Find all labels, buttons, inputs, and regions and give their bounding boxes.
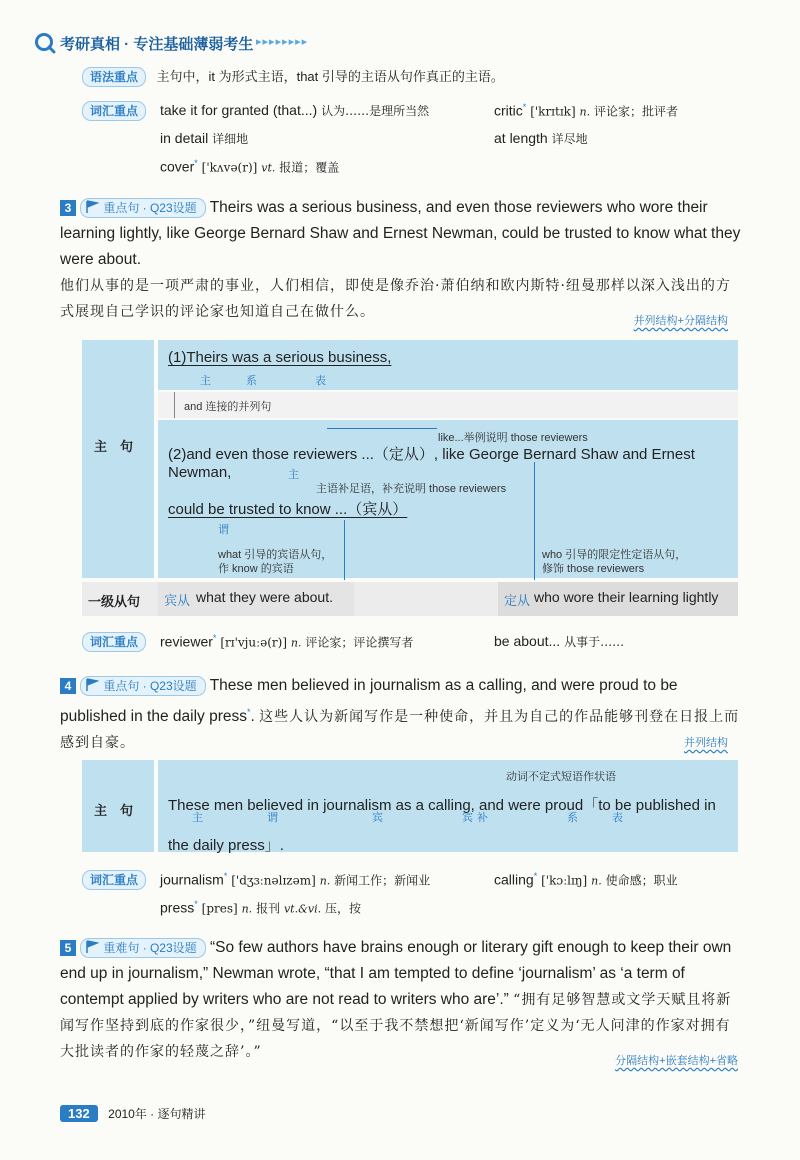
sentence-number: 5 xyxy=(60,940,76,956)
subclause-1-text: what they were about. xyxy=(196,589,333,605)
vocab-item xyxy=(494,871,678,889)
header-brand: 考研真相 · 专注基础薄弱考生 xyxy=(60,36,254,53)
star-icon: * xyxy=(223,871,228,881)
vocab-en: at length xyxy=(494,130,548,146)
sentence-en: “So few authors have brains enough or literary gift enough to keep their own end up in journalism,” Newman wrote, “that I am tempted to define ‘journalism’ as ‘a term of contempt applied by writers who are not read to writers who are’.” xyxy=(60,939,732,1008)
vocab-en: reviewer xyxy=(160,633,213,650)
subclause-2-text: who wore their learning lightly xyxy=(534,589,719,605)
sentence-en: Theirs was a serious business, and even those reviewers who wore their learning lightly, like George Bernard Shaw and Ernest Newman, could be trusted to know what they were about. xyxy=(60,199,741,268)
star-icon: * xyxy=(194,899,198,909)
star-icon: * xyxy=(533,871,538,881)
footer xyxy=(60,1105,206,1127)
pattern-label: 分隔结构+嵌套结构+省略 xyxy=(615,1055,738,1067)
vocab-pos: n. xyxy=(579,105,591,119)
vocab-en: be about... xyxy=(494,633,561,649)
vocab-pos: n. xyxy=(290,636,302,650)
pattern-label: 并列结构 xyxy=(684,737,728,749)
vocab-item xyxy=(494,102,678,120)
clause-2b: could be trusted to know ...（宾从） xyxy=(168,501,408,518)
vocab-cn: 评论家；评论撰写者 xyxy=(305,635,414,650)
analysis-diagram-3 xyxy=(82,340,738,620)
vocab-phonetic: ['kʌvə(r)] xyxy=(201,160,258,175)
vocab-phonetic: ['dʒɜːnəlɪzəm] xyxy=(231,873,316,888)
vocab-item xyxy=(494,633,624,650)
note-like: like...举例说明 those reviewers xyxy=(438,432,588,444)
vocab-cn: 报刊 xyxy=(256,901,281,916)
vocab-cn: 详尽地 xyxy=(551,132,588,146)
subclause-1 xyxy=(158,582,354,616)
vocab-cn: 从事于…… xyxy=(564,635,625,649)
vocab-item xyxy=(160,102,429,119)
grammar-text: 主句中，it 为形式主语，that 引导的主语从句作真正的主语。 xyxy=(156,69,504,84)
like-bracket xyxy=(327,428,437,429)
vocab-cn: 评论家；批评者 xyxy=(594,104,679,119)
connector-line xyxy=(174,392,175,418)
connector-note: and 连接的并列句 xyxy=(184,401,272,413)
vocab-item xyxy=(160,130,248,147)
search-logo-icon xyxy=(34,32,56,54)
clause-2a: (2)and even those reviewers ...（定从）, like George Bernard Shaw and Ernest Newman, xyxy=(168,446,695,481)
vocab-en: in detail xyxy=(160,130,209,146)
vocab-cn: 新闻工作；新闻业 xyxy=(334,873,431,888)
vocab-cn: 认为……是理所当然 xyxy=(321,104,430,118)
clause-roles: 主 谓 宾 宾补 系 表 xyxy=(192,812,627,824)
vocab-tag: 词汇重点 xyxy=(82,101,146,121)
sentence-number: 4 xyxy=(60,678,76,694)
vocab-item xyxy=(160,633,413,651)
main-clause-label-cell xyxy=(82,340,154,578)
note-subject-complement: 主语补足语，补充说明 those reviewers xyxy=(316,483,507,495)
grammar-note xyxy=(82,66,772,87)
key-sentence-tag xyxy=(80,676,205,696)
vocab-tag: 词汇重点 xyxy=(82,870,146,890)
vocab-pos: n. xyxy=(241,902,253,916)
note-what: what 引导的宾语从句， 作 know 的宾语 xyxy=(218,549,333,575)
vocab-item xyxy=(160,158,339,176)
arrow-what xyxy=(344,520,345,580)
vocab-block-4 xyxy=(82,870,772,922)
subclause-1-tag: 宾从 xyxy=(164,593,191,608)
vocab-block-3 xyxy=(82,632,772,654)
clause-1-roles: 主 系 表 xyxy=(200,375,338,387)
analysis-diagram-4 xyxy=(82,760,738,852)
flag-icon xyxy=(85,940,99,954)
vocab-cn: 详细地 xyxy=(212,132,249,146)
vocab-cn: 报道；覆盖 xyxy=(279,160,340,175)
vocab-pos: vt.&vi. xyxy=(283,902,322,916)
vocab-pos: n. xyxy=(591,874,602,888)
vocab-cn: 压，按 xyxy=(325,901,362,916)
hard-sentence-tag xyxy=(80,938,205,958)
vocab-en: cover xyxy=(160,158,195,175)
footer-title: 2010年 · 逐句精讲 xyxy=(108,1107,206,1121)
star-icon: * xyxy=(212,633,217,643)
main-clause-label: 主 句 xyxy=(94,803,134,818)
sentence-number: 3 xyxy=(60,200,76,216)
vocab-cn: 使命感；职业 xyxy=(605,873,678,888)
note-infinitive: 动词不定式短语作状语 xyxy=(506,771,616,783)
star-icon: * xyxy=(246,707,251,717)
vocab-en: take it for granted (that...) xyxy=(160,102,318,118)
sentence-cn: 这些人认为新闻写作是一种使命，并且为自己的作品能够刊登在日报上而感到自豪。 xyxy=(60,709,740,752)
vocab-phonetic: ['krɪtɪk] xyxy=(530,104,576,119)
vocab-tag: 词汇重点 xyxy=(82,632,146,652)
sentence-5 xyxy=(60,935,742,1065)
vocab-phonetic: [rɪ'vjuːə(r)] xyxy=(220,635,288,650)
sentence-cn: “拥有足够智慧或文学天赋且将新闻写作坚持到底的作家很少，”纽曼写道，“以至于我不禁想把‘新闻写作’定义为‘无人问津的作家对拥有大批读者的作家的轻蔑之辞’。” xyxy=(60,992,732,1060)
key-sentence-tag xyxy=(80,198,205,218)
pattern-label: 并列结构+分隔结构 xyxy=(633,315,728,327)
flag-icon xyxy=(85,678,99,692)
vocab-item xyxy=(494,130,588,147)
page-number: 132 xyxy=(60,1105,98,1122)
main-clause-label: 主 句 xyxy=(94,439,134,454)
clause-2b-predicate-label: 谓 xyxy=(218,524,241,536)
sentence-4: 4 重点句 · Q23设题 These men believed in journalism as a calling, and were proud to be published in the daily press*. 这些人认为新闻写作是一种使命，并且为自己的作品能够刊登在日报上而感到自豪。 xyxy=(60,677,740,752)
sentence-en: These men believed in journalism as a calling, and were proud to be published in the daily press xyxy=(60,677,678,726)
vocab-phonetic: [pres] xyxy=(201,901,238,916)
subclause-2-tag: 定从 xyxy=(504,593,531,608)
key-sentence-tag-label: 重点句 · Q23设题 xyxy=(103,679,197,693)
arrow-who xyxy=(534,462,535,580)
sentence-3 xyxy=(60,195,742,325)
key-sentence-tag-label: 重点句 · Q23设题 xyxy=(103,201,197,215)
vocab-pos: vt. xyxy=(261,161,276,175)
vocab-en: critic xyxy=(494,102,523,119)
star-icon: * xyxy=(522,102,527,112)
vocab-en: journalism xyxy=(160,871,224,888)
clause-1: (1)Theirs was a serious business, xyxy=(168,349,392,366)
vocab-block-2 xyxy=(82,101,772,181)
hard-sentence-tag-label: 重难句 · Q23设题 xyxy=(103,941,197,955)
vocab-item xyxy=(160,871,430,889)
clause-2-subject-label: 主 xyxy=(288,469,311,481)
note-who: who 引导的限定性定语从句， 修饰 those reviewers xyxy=(542,549,687,575)
grammar-tag: 语法重点 xyxy=(82,67,146,87)
vocab-item xyxy=(160,899,361,917)
header xyxy=(34,30,774,56)
vocab-en: press xyxy=(160,899,195,916)
subclause-2 xyxy=(498,582,738,616)
flag-icon xyxy=(85,200,99,214)
clause-text: These men believed in journalism as a calling, and were proud「to be published in the daily press」. xyxy=(168,797,716,854)
star-icon: * xyxy=(194,158,198,168)
sentence-cn: 他们从事的是一项严肃的事业，人们相信，即使是像乔治·萧伯纳和欧内斯特·纽曼那样以深入浅出的方式展现自己学识的评论家也知道自己在做什么。 xyxy=(60,278,731,320)
vocab-pos: n. xyxy=(319,874,331,888)
header-arrows: ▸▸▸▸▸▸▸▸ xyxy=(256,36,309,48)
vocab-en: calling xyxy=(494,871,534,888)
level1-label: 一级从句 xyxy=(88,594,141,609)
vocab-phonetic: ['kɔːlɪŋ] xyxy=(541,873,588,888)
